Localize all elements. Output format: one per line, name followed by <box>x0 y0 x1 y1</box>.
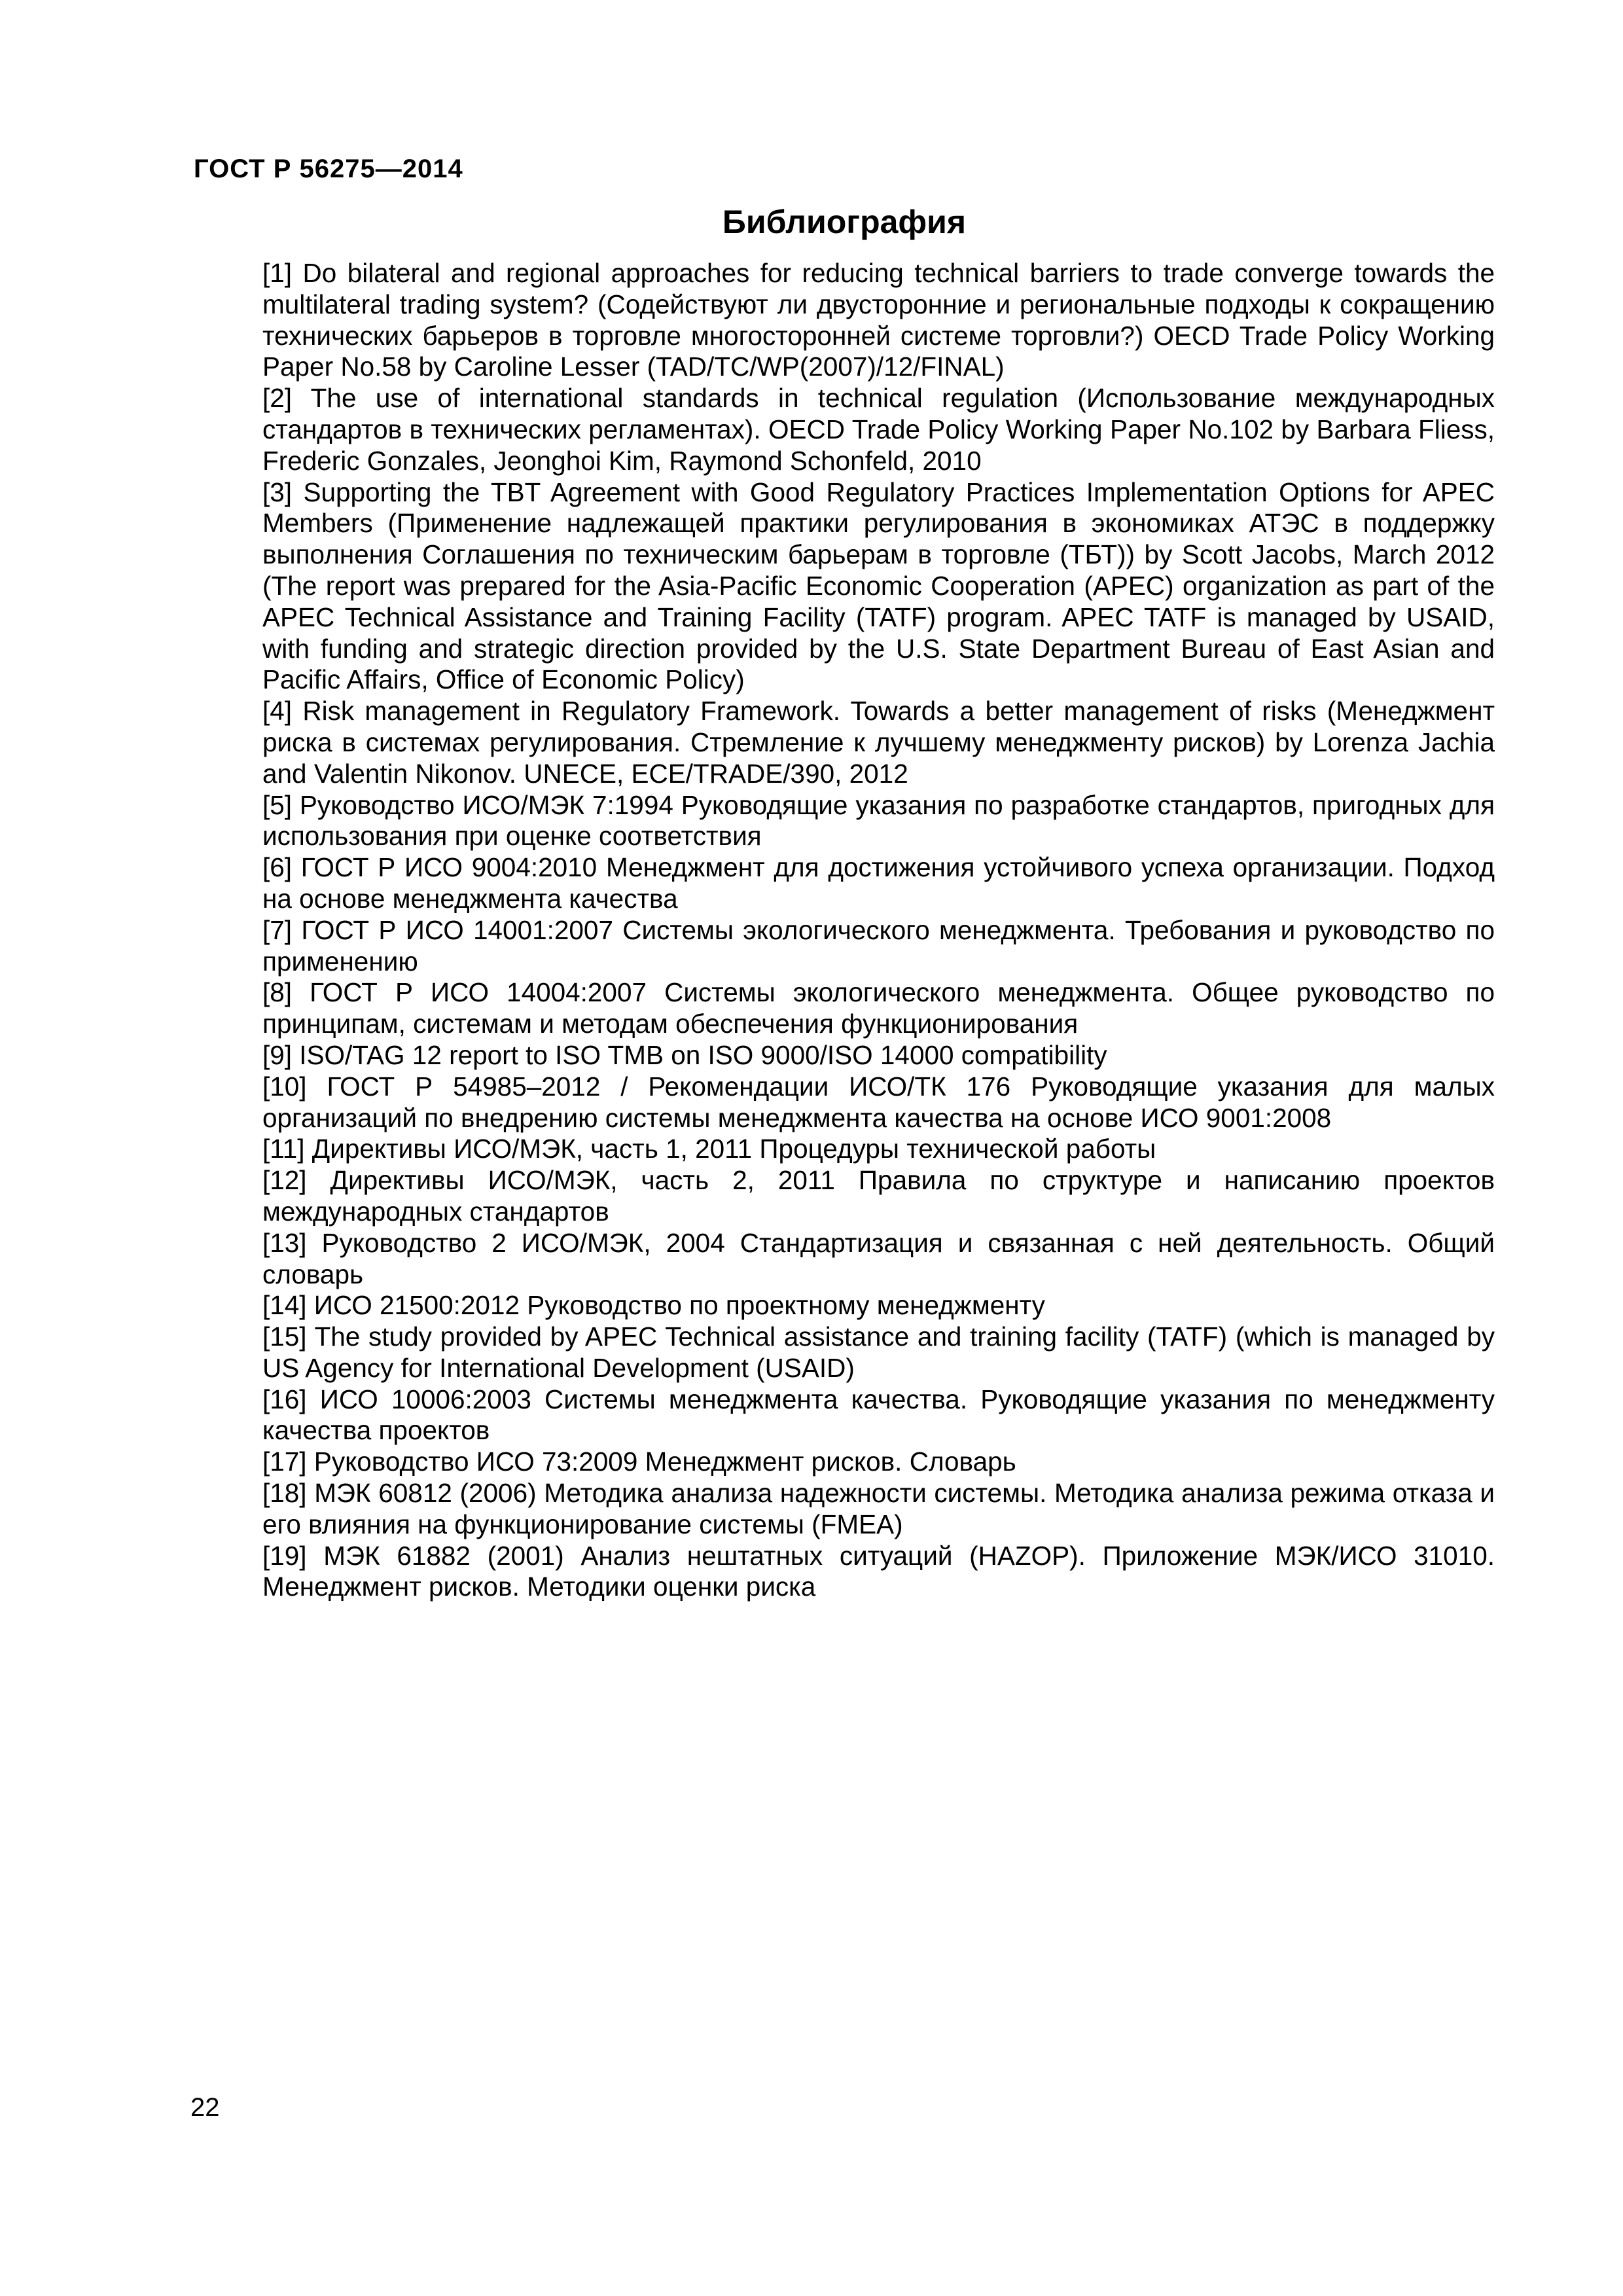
bibliography-list <box>262 258 1495 1603</box>
bibliography-entry-14: [14] ИСО 21500:2012 Руководство по проектному менеджменту <box>262 1290 1045 1321</box>
bibliography-entry-2: [2] The use of international standards in technical regulation (Использование международных стандартов в технических регламентах). OECD Trade Policy Working Paper No.102 by Barbara Fliess, Frederic Gonzales, Jeonghoi Kim, Raymond Schonfeld, 2010 <box>262 383 1495 476</box>
bibliography-entry-8: [8] ГОСТ Р ИСО 14004:2007 Системы экологического менеджмента. Общее руководство по принципам, системам и методам обеспечения функционирования <box>262 977 1495 1039</box>
bibliography-entry-16: [16] ИСО 10006:2003 Системы менеджмента качества. Руководящие указания по менеджменту качества проектов <box>262 1384 1495 1446</box>
page-number: 22 <box>190 2093 220 2122</box>
bibliography-entry-6: [6] ГОСТ Р ИСО 9004:2010 Менеджмент для достижения устойчивого успеха организации. Подход на основе менеджмента качества <box>262 852 1495 914</box>
bibliography-entry-9: [9] ISO/TAG 12 report to ISO TMB on ISO 9000/ISO 14000 compatibility <box>262 1039 1107 1070</box>
bibliography-entry-7: [7] ГОСТ Р ИСО 14001:2007 Системы экологического менеджмента. Требования и руководство по применению <box>262 914 1495 977</box>
bibliography-entry-11: [11] Директивы ИСО/МЭК, часть 1, 2011 Процедуры технической работы <box>262 1134 1156 1164</box>
bibliography-entry-1: [1] Do bilateral and regional approaches for reducing technical barriers to trade converge towards the multilateral trading system? (Содействуют ли двусторонние и региональные подходы к сокращению технических барьеров в торговле многосторонней системе торговли?) OECD Trade Policy Working Paper No.58 by Caroline Lesser (TAD/TC/WP(2007)/12/FINAL) <box>262 258 1495 382</box>
bibliography-entry-4: [4] Risk management in Regulatory Framework. Towards a better management of risks (Менеджмент риска в системах регулирования. Стремление к лучшему менеджменту рисков) by Lorenza Jachia and Valentin Nikonov. UNECE, ECE/TRADE/390, 2012 <box>262 696 1495 789</box>
bibliography-entry-10: [10] ГОСТ Р 54985–2012 / Рекомендации ИСО/ТК 176 Руководящие указания для малых организаций по внедрению системы менеджмента качества на основе ИСО 9001:2008 <box>262 1071 1495 1133</box>
bibliography-entry-17: [17] Руководство ИСО 73:2009 Менеджмент рисков. Словарь <box>262 1446 1016 1477</box>
bibliography-entry-13: [13] Руководство 2 ИСО/МЭК, 2004 Стандартизация и связанная с ней деятельность. Общий словарь <box>262 1227 1495 1289</box>
page-title: Библиография <box>722 204 967 240</box>
bibliography-entry-12: [12] Директивы ИСО/МЭК, часть 2, 2011 Правила по структуре и написанию проектов международных стандартов <box>262 1165 1495 1227</box>
document-code-header: ГОСТ Р 56275—2014 <box>194 154 463 183</box>
bibliography-entry-3: [3] Supporting the TBT Agreement with Good Regulatory Practices Implementation Options for APEC Members (Применение надлежащей практики регулирования в экономиках АТЭС в поддержку выполнения Соглашения по техническим барьерам в торговле (ТБТ)) by Scott Jacobs, March 2012 (The report was prepared for the Asia-Pacific Economic Cooperation (APEC) organization as part of the APEC Technical Assistance and Training Facility (TATF) program. APEC TATF is managed by USAID, with funding and strategic direction provided by the U.S. State Department Bureau of East Asian and Pacific Affairs, Office of Economic Policy) <box>262 476 1495 695</box>
bibliography-entry-19: [19] МЭК 61882 (2001) Анализ нештатных ситуаций (HAZOP). Приложение МЭК/ИСО 31010. Менеджмент рисков. Методики оценки риска <box>262 1540 1495 1602</box>
bibliography-entry-5: [5] Руководство ИСО/МЭК 7:1994 Руководящие указания по разработке стандартов, пригодных для использования при оценке соответствия <box>262 789 1495 852</box>
bibliography-entry-18: [18] МЭК 60812 (2006) Методика анализа надежности системы. Методика анализа режима отказа и его влияния на функционирование системы (FMEA) <box>262 1478 1495 1539</box>
bibliography-entry-15: [15] The study provided by APEC Technical assistance and training facility (TATF) (which is managed by US Agency for International Development (USAID) <box>262 1321 1495 1383</box>
